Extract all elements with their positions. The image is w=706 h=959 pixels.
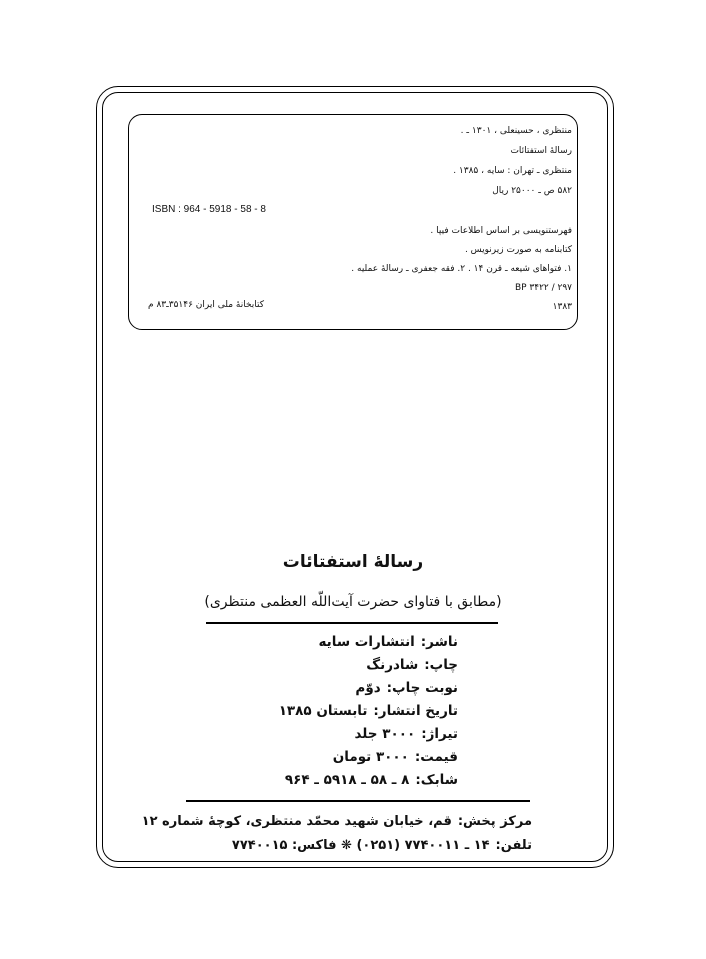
contact-row	[232, 838, 532, 853]
publish-date-value: تابستان ۱۳۸۵	[278, 703, 368, 719]
distribution-center-label: مرکز پخش:	[457, 814, 532, 829]
circulation-label: تیراژ:	[421, 726, 458, 742]
printer-label: چاپ:	[424, 657, 458, 673]
isbn-value: ۸ ـ ۵۸ ـ ۵۹۱۸ ـ ۹۶۴	[284, 772, 410, 788]
book-subtitle: (مطابق با فتاوای حضرت آیت‌اللّه العظمی منتظری)	[204, 594, 502, 610]
cip-note-bibliography: کتابنامه به صورت زیرنویس .	[464, 245, 572, 255]
cip-imprint-line: منتظری ـ تهران : سایه ، ۱۳۸۵ .	[453, 166, 572, 176]
price-value: ۳۰۰۰ تومان	[332, 749, 409, 765]
phone-fax-value: ۱۴ ـ ۷۷۴۰۰۱۱ (۰۲۵۱) ❋ فاکس: ۷۷۴۰۰۱۵	[231, 838, 490, 853]
cip-pages-price-line: ۵۸۲ ص ـ ۲۵۰۰۰ ریال	[492, 186, 572, 196]
edition-label: نوبت چاپ:	[386, 680, 458, 696]
cip-author-line: منتظری ، حسینعلی ، ۱۳۰۱ ـ .	[460, 126, 572, 136]
cip-national-library-number: کتابخانهٔ ملی ایران ۳۵۱۴۶ـ۸۳ م	[148, 300, 265, 310]
phone-label: تلفن:	[495, 838, 532, 853]
printer-row	[366, 657, 458, 673]
footer-divider	[186, 800, 530, 802]
publisher-row	[319, 634, 459, 650]
cip-isbn: ISBN : 964 - 5918 - 58 - 8	[152, 204, 266, 215]
printer-value: شادرنگ	[366, 657, 419, 673]
distribution-center-row	[142, 814, 532, 829]
isbn-row	[285, 772, 458, 788]
isbn-label: شابک:	[415, 772, 458, 788]
publisher-label: ناشر:	[420, 634, 458, 650]
cip-note-fipa: فهرستنویسی بر اساس اطلاعات فیپا .	[430, 226, 572, 236]
cip-classification: BP ۳۴۲۲ / ۲۹۷	[514, 283, 572, 293]
edition-value: دوّم	[355, 680, 381, 696]
publish-date-label: تاریخ انتشار:	[373, 703, 458, 719]
cip-title-line: رسالهٔ استفتائات	[510, 146, 572, 156]
publish-date-row	[279, 703, 458, 719]
title-divider	[206, 622, 498, 624]
publisher-value: انتشارات سایه	[318, 634, 415, 650]
distribution-center-address: قم، خیابان شهید محمّد منتظری، کوچهٔ شماره ۱۲	[141, 814, 452, 829]
price-label: قیمت:	[414, 749, 458, 765]
cip-year: ۱۳۸۳	[552, 302, 572, 312]
circulation-row	[355, 726, 459, 742]
price-row	[333, 749, 458, 765]
cip-subjects: ۱. فتواهای شیعه ـ قرن ۱۴ . ۲. فقه جعفری ـ رسالهٔ عملیه .	[351, 264, 572, 274]
circulation-value: ۳۰۰۰ جلد	[354, 726, 416, 742]
edition-row	[355, 680, 458, 696]
book-title: رسالهٔ استفتائات	[282, 552, 424, 572]
